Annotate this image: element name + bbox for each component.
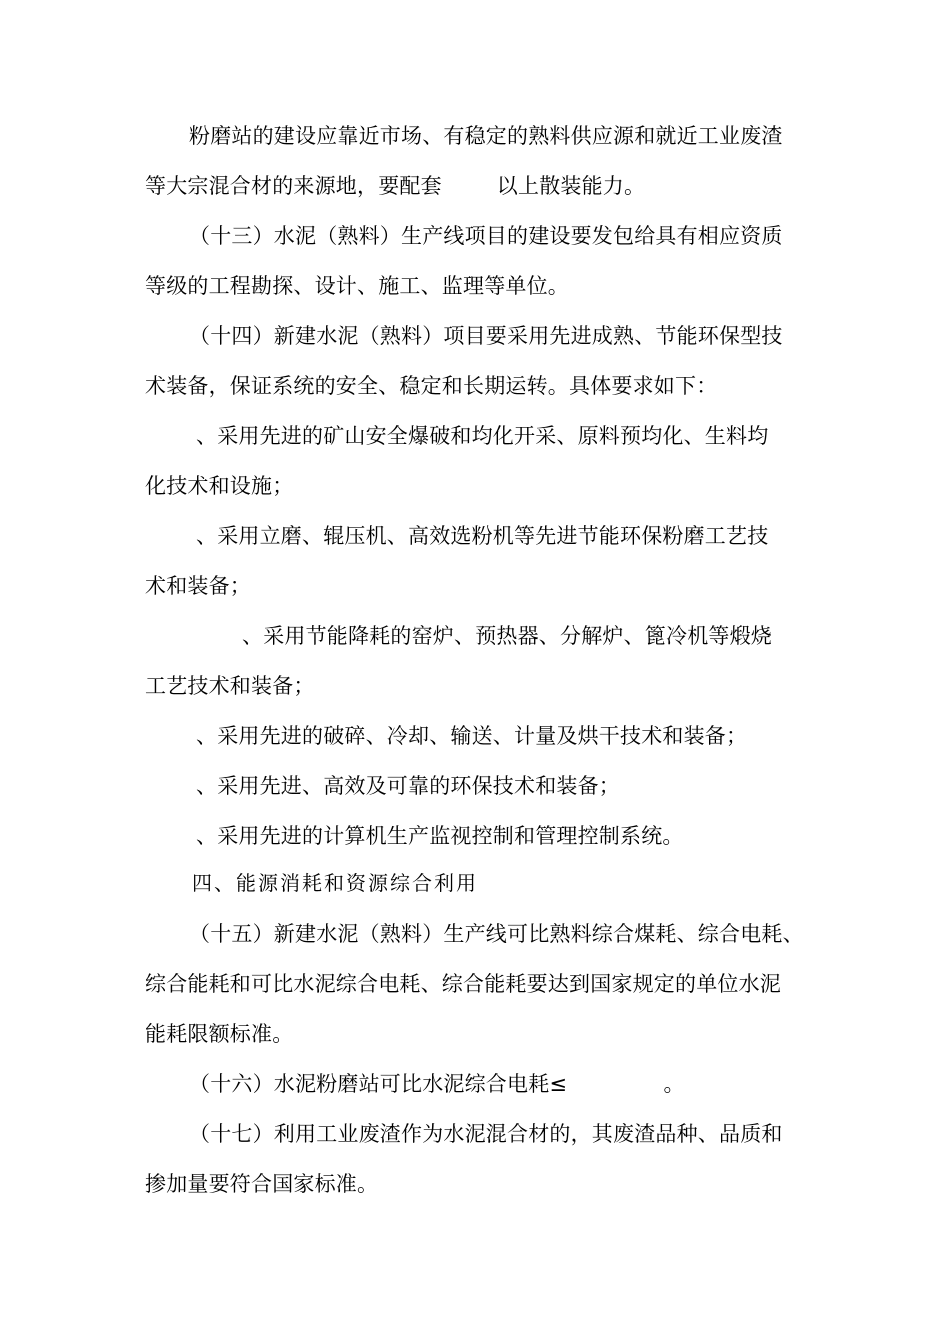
list-item-text: 、采用先进、高效及可靠的环保技术和装备； bbox=[196, 774, 620, 798]
text-line: 术和装备； bbox=[145, 574, 251, 598]
text-line: 能耗限额标准。 bbox=[145, 1022, 294, 1046]
text-line: 工艺技术和装备； bbox=[145, 674, 315, 698]
text-line: 掺加量要符合国家标准。 bbox=[145, 1172, 379, 1196]
text-line: （十七）利用工业废渣作为水泥混合材的，其废渣品种、品质和 bbox=[189, 1122, 783, 1146]
text-line: 粉磨站的建设应靠近市场、有稳定的熟料供应源和就近工业废渣 bbox=[189, 124, 783, 148]
text-line: （十五）新建水泥（熟料）生产线可比熟料综合煤耗、综合电耗、 bbox=[189, 922, 804, 946]
text-line: （十四）新建水泥（熟料）项目要采用先进成熟、节能环保型技 bbox=[189, 324, 783, 348]
list-item-text: 、采用先进的计算机生产监视控制和管理控制系统。 bbox=[196, 824, 684, 848]
list-item-text: 、采用节能降耗的窑炉、预热器、分解炉、篦冷机等煅烧 bbox=[242, 624, 772, 648]
text-line: （十三）水泥（熟料）生产线项目的建设要发包给具有相应资质 bbox=[189, 224, 783, 248]
section-heading: 四、能源消耗和资源综合利用 bbox=[192, 871, 478, 895]
text-line: 等大宗混合材的来源地，要配套 以上散装能力。 bbox=[145, 174, 646, 198]
list-item-text: 、采用立磨、辊压机、高效选粉机等先进节能环保粉磨工艺技 bbox=[196, 524, 769, 548]
list-item-text: 、采用先进的矿山安全爆破和均化开采、原料预均化、生料均 bbox=[196, 424, 769, 448]
list-item-text: 、采用先进的破碎、冷却、输送、计量及烘干技术和装备； bbox=[196, 724, 748, 748]
text-line: 化技术和设施； bbox=[145, 474, 294, 498]
text-line: （十六）水泥粉磨站可比水泥综合电耗≤ 。 bbox=[189, 1072, 685, 1096]
text-line: 等级的工程勘探、设计、施工、监理等单位。 bbox=[145, 274, 569, 298]
text-line: 术装备，保证系统的安全、稳定和长期运转。具体要求如下： bbox=[145, 374, 718, 398]
text-line: 综合能耗和可比水泥综合电耗、综合能耗要达到国家规定的单位水泥 bbox=[145, 972, 781, 996]
